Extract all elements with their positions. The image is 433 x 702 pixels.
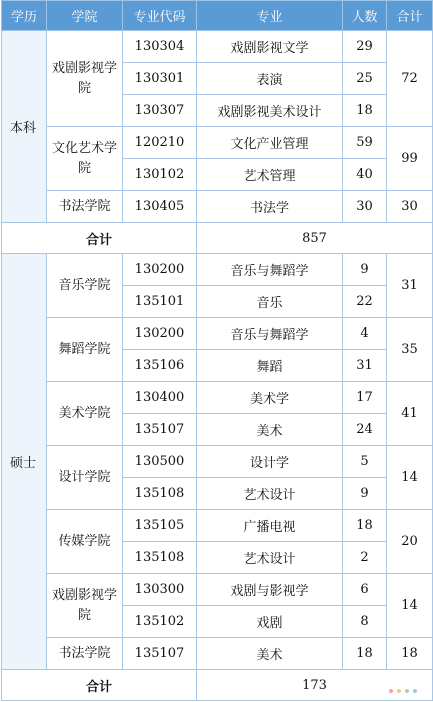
major-code-cell: 130405 [123, 191, 197, 223]
table-row [2, 382, 433, 414]
section-total-label: 合计 [2, 670, 197, 701]
major-cell: 戏剧与影视学 [197, 574, 343, 606]
college-cell: 戏剧影视学院 [47, 574, 123, 638]
degree-cell: 本科 [2, 31, 47, 223]
count-cell: 22 [343, 286, 387, 318]
degree-cell: 硕士 [2, 254, 47, 670]
table-row [2, 191, 433, 223]
table-row [2, 638, 433, 670]
major-cell: 音乐与舞蹈学 [197, 254, 343, 286]
table-row [2, 574, 433, 606]
table-row [2, 510, 433, 542]
header-college: 学院 [47, 1, 123, 31]
major-cell: 表演 [197, 63, 343, 95]
major-cell: 戏剧影视美术设计 [197, 95, 343, 127]
count-cell: 17 [343, 382, 387, 414]
count-cell: 25 [343, 63, 387, 95]
major-code-cell: 130300 [123, 574, 197, 606]
college-cell: 设计学院 [47, 446, 123, 510]
major-code-cell: 135105 [123, 510, 197, 542]
major-code-cell: 135108 [123, 478, 197, 510]
major-cell: 广播电视 [197, 510, 343, 542]
count-cell: 59 [343, 127, 387, 159]
count-cell: 5 [343, 446, 387, 478]
major-code-cell: 130301 [123, 63, 197, 95]
major-cell: 音乐 [197, 286, 343, 318]
group-total-cell: 20 [387, 510, 433, 574]
major-code-cell: 135102 [123, 606, 197, 638]
header-major-code: 专业代码 [123, 1, 197, 31]
major-cell: 设计学 [197, 446, 343, 478]
major-code-cell: 130102 [123, 159, 197, 191]
major-code-cell: 135101 [123, 286, 197, 318]
count-cell: 40 [343, 159, 387, 191]
table-row [2, 31, 433, 63]
count-cell: 9 [343, 254, 387, 286]
watermark-icon [387, 686, 427, 696]
table-row [2, 254, 433, 286]
header-count: 人数 [343, 1, 387, 31]
count-cell: 8 [343, 606, 387, 638]
table-row [2, 127, 433, 159]
count-cell: 18 [343, 638, 387, 670]
major-code-cell: 120210 [123, 127, 197, 159]
count-cell: 4 [343, 318, 387, 350]
header-major: 专业 [197, 1, 343, 31]
major-code-cell: 130304 [123, 31, 197, 63]
count-cell: 29 [343, 31, 387, 63]
section-total-value: 857 [197, 223, 433, 254]
major-code-cell: 130200 [123, 254, 197, 286]
major-code-cell: 135107 [123, 414, 197, 446]
count-cell: 6 [343, 574, 387, 606]
major-cell: 文化产业管理 [197, 127, 343, 159]
section-total-label: 合计 [2, 223, 197, 254]
major-cell: 戏剧 [197, 606, 343, 638]
major-code-cell: 135106 [123, 350, 197, 382]
major-cell: 书法学 [197, 191, 343, 223]
major-code-cell: 135107 [123, 638, 197, 670]
group-total-cell: 99 [387, 127, 433, 191]
group-total-cell: 72 [387, 31, 433, 127]
count-cell: 18 [343, 95, 387, 127]
major-cell: 艺术设计 [197, 478, 343, 510]
header-total: 合计 [387, 1, 433, 31]
section-total-row [2, 223, 433, 254]
count-cell: 9 [343, 478, 387, 510]
group-total-cell: 18 [387, 638, 433, 670]
section-total-row [2, 670, 433, 701]
header-degree: 学历 [2, 1, 47, 31]
count-cell: 31 [343, 350, 387, 382]
college-cell: 音乐学院 [47, 254, 123, 318]
group-total-cell: 35 [387, 318, 433, 382]
college-cell: 书法学院 [47, 638, 123, 670]
major-cell: 戏剧影视文学 [197, 31, 343, 63]
major-code-cell: 130307 [123, 95, 197, 127]
major-code-cell: 130500 [123, 446, 197, 478]
group-total-cell: 30 [387, 191, 433, 223]
major-cell: 舞蹈 [197, 350, 343, 382]
header-row [2, 1, 433, 31]
major-code-cell: 130200 [123, 318, 197, 350]
count-cell: 2 [343, 542, 387, 574]
section-total-value: 173 [197, 670, 433, 701]
college-cell: 传媒学院 [47, 510, 123, 574]
college-cell: 书法学院 [47, 191, 123, 223]
major-cell: 音乐与舞蹈学 [197, 318, 343, 350]
major-cell: 美术 [197, 414, 343, 446]
college-cell: 戏剧影视学院 [47, 31, 123, 127]
group-total-cell: 41 [387, 382, 433, 446]
college-cell: 舞蹈学院 [47, 318, 123, 382]
college-cell: 美术学院 [47, 382, 123, 446]
group-total-cell: 31 [387, 254, 433, 318]
major-code-cell: 135108 [123, 542, 197, 574]
college-cell: 文化艺术学院 [47, 127, 123, 191]
major-cell: 艺术管理 [197, 159, 343, 191]
group-total-cell: 14 [387, 446, 433, 510]
table-row [2, 446, 433, 478]
major-code-cell: 130400 [123, 382, 197, 414]
enrollment-table [1, 0, 433, 701]
count-cell: 18 [343, 510, 387, 542]
major-cell: 美术学 [197, 382, 343, 414]
count-cell: 30 [343, 191, 387, 223]
major-cell: 艺术设计 [197, 542, 343, 574]
major-cell: 美术 [197, 638, 343, 670]
group-total-cell: 14 [387, 574, 433, 638]
count-cell: 24 [343, 414, 387, 446]
table-row [2, 318, 433, 350]
